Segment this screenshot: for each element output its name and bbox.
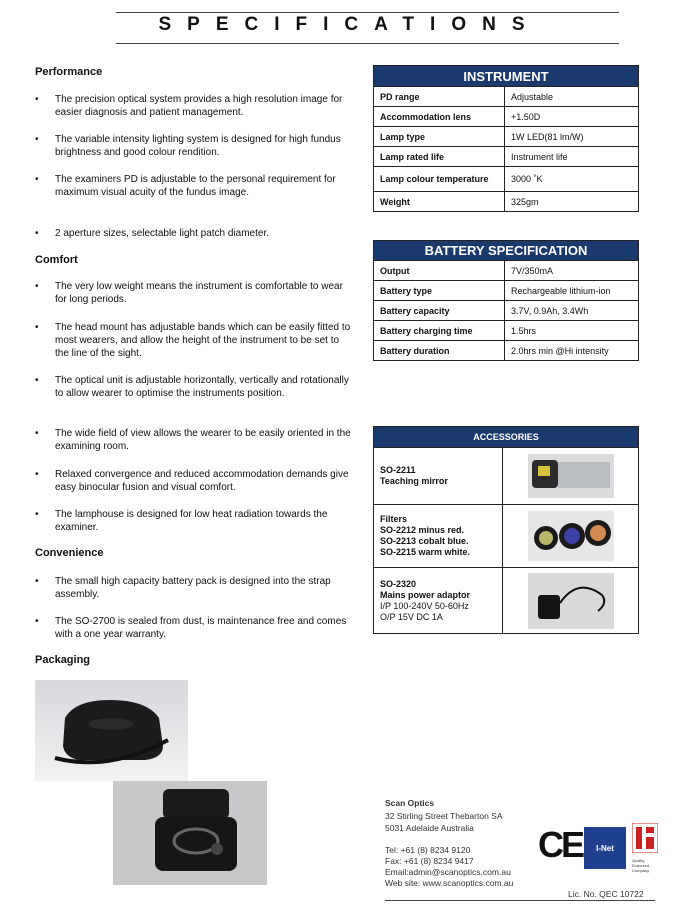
licence-number: Lic. No. QEC 10722 bbox=[568, 889, 644, 899]
table-row: Filters SO-2212 minus red. SO-2213 cobalt blue. SO-2215 warm white. bbox=[374, 505, 639, 568]
filters-photo bbox=[528, 511, 614, 561]
badge-text: I-Net bbox=[596, 843, 614, 853]
address-line-2: 5031 Adelaide Australia bbox=[385, 823, 474, 833]
table-row: Accommodation lens +1.50D bbox=[374, 107, 639, 127]
table-row: Lamp type 1W LED(81 lm/W) bbox=[374, 127, 639, 147]
phone-number: Tel: +61 (8) 8234 9120 bbox=[385, 845, 471, 855]
certification-badge bbox=[584, 827, 626, 869]
ce-mark: CE bbox=[538, 824, 583, 865]
open-case-photo bbox=[113, 781, 267, 885]
instrument-heading: INSTRUMENT bbox=[374, 66, 639, 87]
convenience-heading: Convenience bbox=[35, 547, 104, 559]
battery-table bbox=[373, 240, 639, 361]
table-row: Lamp rated life Instrument life bbox=[374, 147, 639, 167]
instrument-table bbox=[373, 65, 639, 212]
address-line-1: 32 Stirling Street Thebarton SA bbox=[385, 811, 503, 821]
title-rule-bottom bbox=[116, 43, 619, 44]
email-address[interactable]: Email:admin@scanoptics.com.au bbox=[385, 867, 511, 877]
table-row: Weight 325gm bbox=[374, 192, 639, 212]
footer-rule bbox=[385, 900, 655, 901]
company-name: Scan Optics bbox=[385, 798, 435, 808]
table-row: Battery capacity 3.7V, 0.9Ah, 3.4Wh bbox=[374, 301, 639, 321]
packaging-heading: Packaging bbox=[35, 654, 91, 666]
table-row: SO-2320 Mains power adaptor I/P 100-240V 50-60Hz O/P 15V DC 1A bbox=[374, 568, 639, 634]
table-row: Battery duration 2.0hrs min @Hi intensity bbox=[374, 341, 639, 361]
table-row: Battery charging time 1.5hrs bbox=[374, 321, 639, 341]
battery-heading: BATTERY SPECIFICATION bbox=[374, 241, 639, 261]
carry-case-photo bbox=[35, 680, 188, 781]
teaching-mirror-photo bbox=[528, 454, 614, 498]
power-adaptor-photo bbox=[528, 573, 614, 629]
table-row: Battery type Rechargeable lithium-ion bbox=[374, 281, 639, 301]
quality-endorsed-text: Quality Endorsed Company bbox=[632, 858, 650, 873]
table-row: PD range Adjustable bbox=[374, 87, 639, 107]
website-link[interactable]: Web site: www.scanoptics.com.au bbox=[385, 878, 514, 888]
accessories-table bbox=[373, 426, 639, 634]
quality-endorsed-logo bbox=[632, 823, 658, 871]
fax-number: Fax: +61 (8) 8234 9417 bbox=[385, 856, 474, 866]
comfort-heading: Comfort bbox=[35, 254, 78, 266]
accessories-heading: ACCESSORIES bbox=[374, 427, 639, 448]
table-row: Lamp colour temperature 3000 ˚K bbox=[374, 167, 639, 192]
table-row: SO-2211 Teaching mirror bbox=[374, 448, 639, 505]
table-row: Output 7V/350mA bbox=[374, 261, 639, 281]
page-title: SPECIFICATIONS bbox=[158, 14, 541, 35]
performance-heading: Performance bbox=[35, 66, 103, 78]
